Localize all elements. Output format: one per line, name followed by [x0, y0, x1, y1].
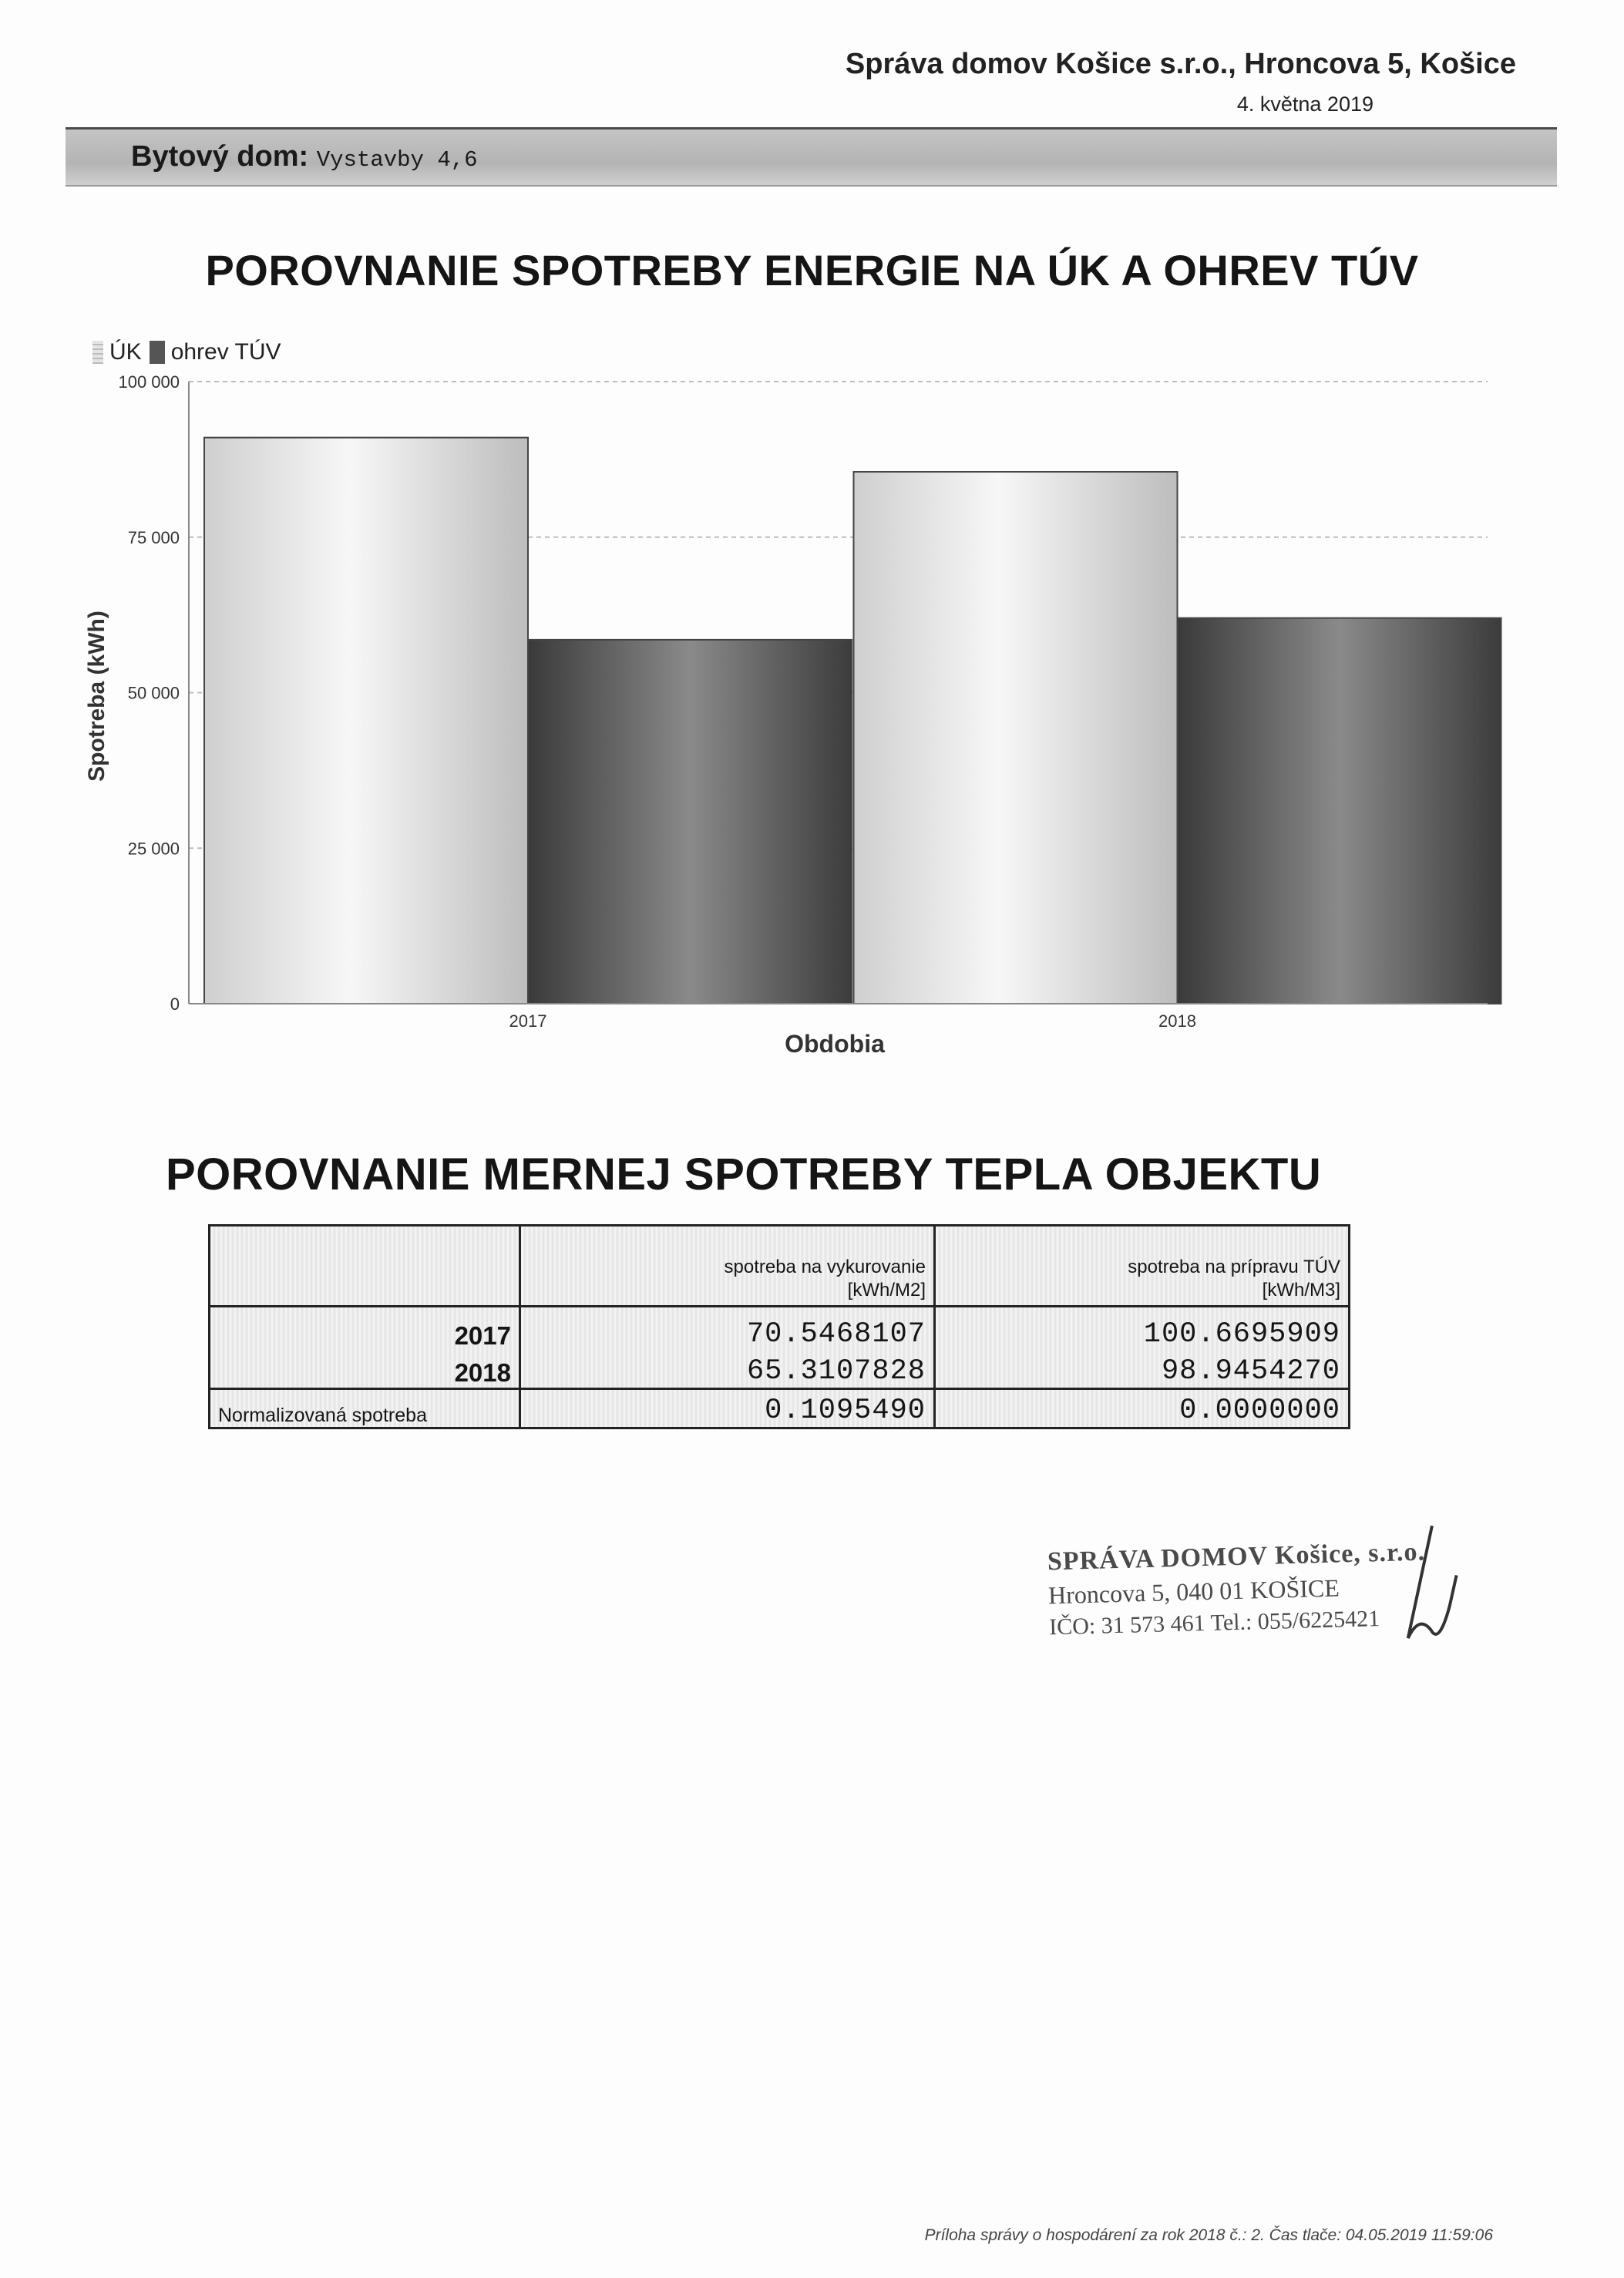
tuv-header-line2: [kWh/M3]	[1262, 1280, 1340, 1301]
table-row-normalized	[210, 1389, 1350, 1428]
y-tick-label: 100 000	[118, 372, 180, 392]
y-tick-label: 25 000	[127, 839, 180, 859]
chart-title: POROVNANIE SPOTREBY ENERGIE NA ÚK A OHREV TÚV	[205, 246, 1419, 294]
table-header-tuv	[935, 1226, 1350, 1307]
normalized-label: Normalizovaná spotreba	[210, 1389, 520, 1428]
row-2018-heating: 65.3107828	[520, 1351, 935, 1389]
stamp-company: SPRÁVA DOMOV Košice, s.r.o.	[1047, 1537, 1426, 1576]
tuv-header-line1: spotreba na prípravu TÚV	[1128, 1257, 1340, 1277]
table-header-empty	[210, 1226, 520, 1307]
y-tick-label: 75 000	[127, 527, 180, 547]
heating-header-line2: [kWh/M2]	[847, 1280, 926, 1301]
company-header: Správa domov Košice s.r.o., Hroncova 5, Košice	[845, 48, 1516, 80]
normalized-tuv: 0.0000000	[935, 1389, 1350, 1428]
energy-bar-chart	[0, 0, 1624, 1079]
row-year-2018: 2018	[210, 1351, 520, 1389]
heating-header-line1: spotreba na vykurovanie	[724, 1257, 926, 1277]
y-axis-label: Spotreba (kWh)	[84, 611, 109, 782]
consumption-table	[208, 1224, 1350, 1429]
company-stamp	[1047, 1536, 1481, 1641]
signature-icon	[1386, 1521, 1481, 1654]
row-2018-tuv: 98.9454270	[935, 1351, 1350, 1389]
table-title: POROVNANIE MERNEJ SPOTREBY TEPLA OBJEKTU	[166, 1149, 1322, 1200]
bar-2017-tuv	[528, 640, 852, 1004]
row-2017-heating: 70.5468107	[520, 1307, 935, 1351]
x-axis-label: Obdobia	[785, 1030, 885, 1058]
y-tick-label: 0	[170, 994, 180, 1014]
bar-2018-uk	[854, 472, 1178, 1004]
legend-label-uk: ÚK	[109, 339, 142, 365]
document-date: 4. května 2019	[1236, 93, 1374, 116]
footer-note: Príloha správy o hospodárení za rok 2018 č.: 2. Čas tlače: 04.05.2019 11:59:06	[924, 2226, 1493, 2244]
table-header-row	[210, 1226, 1350, 1307]
row-year-2017: 2017	[210, 1307, 520, 1351]
table-header-heating	[520, 1226, 935, 1307]
x-tick-label: 2017	[509, 1011, 547, 1031]
x-tick-label: 2018	[1158, 1011, 1196, 1031]
bar-2017-uk	[204, 438, 528, 1004]
row-2017-tuv: 100.6695909	[935, 1307, 1350, 1351]
y-tick-label: 50 000	[127, 683, 180, 703]
building-address: Vystavby 4,6	[316, 147, 478, 173]
bar-2018-tuv	[1178, 618, 1501, 1004]
table-row	[210, 1351, 1350, 1389]
legend-label-tuv: ohrev TÚV	[170, 339, 281, 365]
normalized-heating: 0.1095490	[520, 1389, 935, 1428]
table-row	[210, 1307, 1350, 1351]
building-label-text: Bytový dom:	[131, 140, 309, 173]
stamp-address: Hroncova 5, 040 01 KOŠICE	[1047, 1573, 1340, 1610]
stamp-ids: IČO: 31 573 461 Tel.: 055/6225421	[1048, 1606, 1380, 1640]
